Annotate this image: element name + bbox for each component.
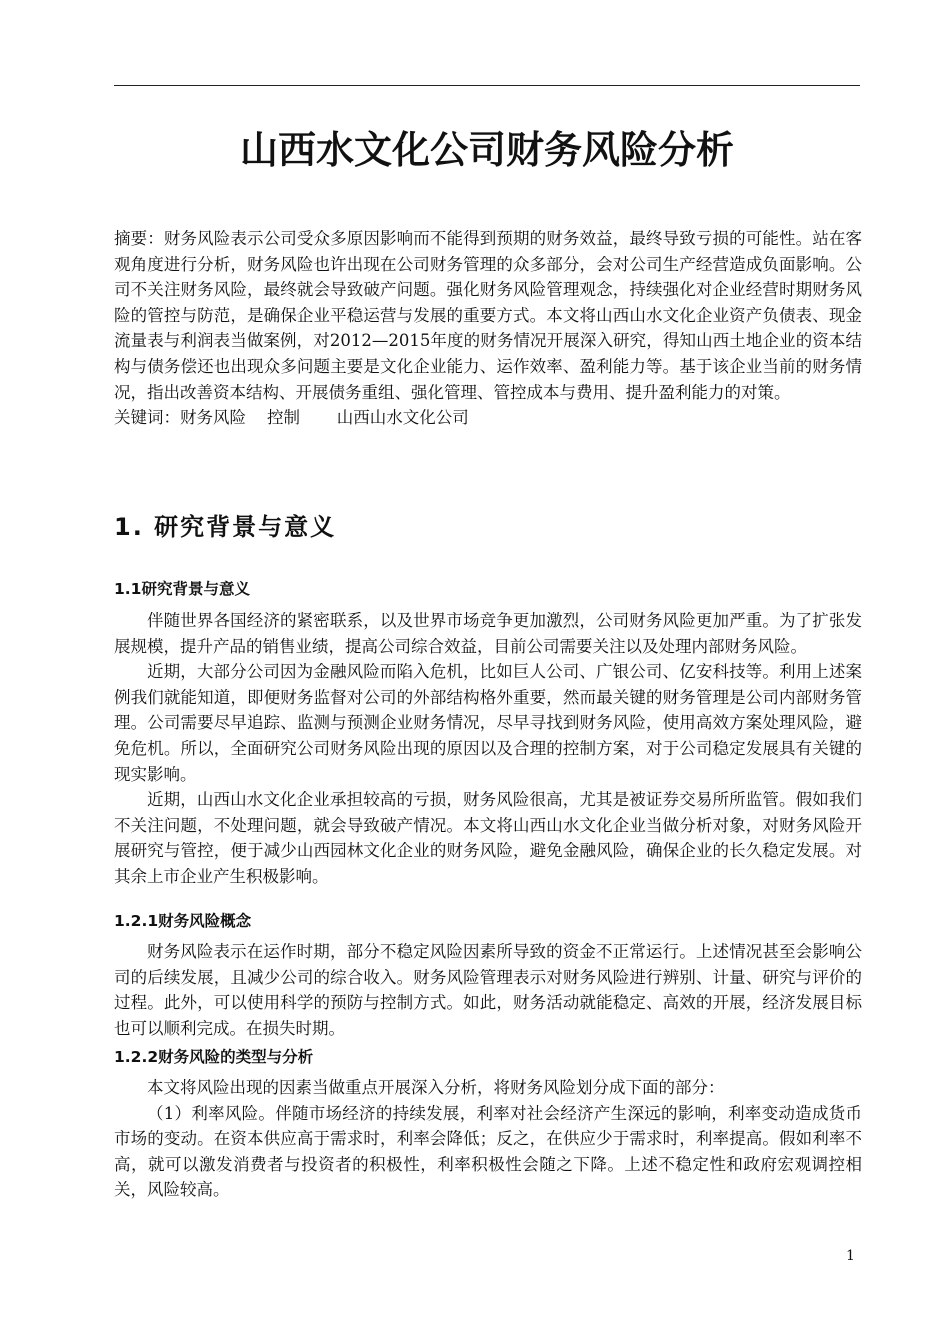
- section-body: [114, 1075, 862, 1203]
- abstract-block: [114, 226, 862, 431]
- paper-title: 山西水文化公司财务风险分析: [239, 128, 734, 172]
- paragraph: 近期，山西山水文化企业承担较高的亏损，财务风险很高，尤其是被证券交易所所监管。假如我们不关注问题，不处理问题，就会导致破产情况。本文将山西山水文化企业当做分析对象，对财务风险开展研究与管控，便于减少山西园林文化企业的财务风险，避免金融风险，确保企业的长久稳定发展。对其余上市企业产生积极影响。: [114, 790, 862, 886]
- paragraph: 伴随世界各国经济的紧密联系，以及世界市场竞争更加激烈，公司财务风险更加严重。为了扩张发展规模，提升产品的销售业绩，提高公司综合效益，目前公司需要关注以及处理内部财务风险。: [114, 611, 862, 656]
- paragraph: 近期，大部分公司因为金融风险而陷入危机，比如巨人公司、广银公司、亿安科技等。利用上述案例我们就能知道，即便财务监督对公司的外部结构格外重要，然而最关键的财务管理是公司内部财务管理。公司需要尽早追踪、监测与预测企业财务情况，尽早寻找到财务风险，使用高效方案处理风险，避免危机。所以，全面研究公司财务风险出现的原因以及合理的控制方案，对于公司稳定发展具有关键的现实影响。: [114, 662, 862, 784]
- subsection-heading: 1.2.2财务风险的类型与分析: [114, 1048, 314, 1066]
- keywords-row: [114, 405, 862, 431]
- abstract-text: 摘要：财务风险表示公司受众多原因影响而不能得到预期的财务效益，最终导致亏损的可能性。站在客观角度进行分析，财务风险也许出现在公司财务管理的众多部分，会对公司生产经营造成负面影响。公司不关注财务风险，最终就会导致破产问题。强化财务风险管理观念，持续强化对企业经营时期财务风险的管控与防范，是确保企业平稳运营与发展的重要方式。本文将山西山水文化企业资产负债表、现金流量表与利润表当做案例，对2012—2015年度的财务情况开展深入研究，得知山西土地企业的资本结构与债务偿还也出现众多问题主要是文化企业能力、运作效率、盈利能力等。基于该企业当前的财务情况，指出改善资本结构、开展债务重组、强化管理、管控成本与费用、提升盈利能力的对策。: [114, 229, 862, 402]
- section-body: [114, 608, 862, 890]
- keyword: 财务风险: [180, 408, 246, 428]
- paragraph: 财务风险表示在运作时期，部分不稳定风险因素所导致的资金不正常运行。上述情况甚至会影响公司的后续发展，且减少公司的综合收入。财务风险管理表示对财务风险进行辨别、计量、研究与评价的过程。此外，可以使用科学的预防与控制方式。如此，财务活动就能稳定、高效的开展，经济发展目标也可以顺利完成。在损失时期。: [114, 942, 862, 1038]
- keyword: 山西山水文化公司: [336, 408, 469, 428]
- subsection-heading: 1.2.1财务风险概念: [114, 912, 252, 930]
- section-body: [114, 939, 862, 1041]
- subsection-heading: 1.1研究背景与意义: [114, 580, 250, 598]
- keywords-label: 关键词：: [114, 408, 180, 428]
- section-heading: 1. 研究背景与意义: [114, 513, 337, 541]
- paragraph: 本文将风险出现的因素当做重点开展深入分析，将财务风险划分成下面的部分：: [147, 1078, 725, 1097]
- page-number: 1: [846, 1248, 855, 1264]
- header-rule: [114, 85, 860, 86]
- keyword: 控制: [266, 408, 300, 428]
- paragraph: （1）利率风险。伴随市场经济的持续发展，利率对社会经济产生深远的影响，利率变动造成货币市场的变动。在资本供应高于需求时，利率会降低；反之，在供应少于需求时，利率提高。假如利率不高，就可以激发消费者与投资者的积极性，利率积极性会随之下降。上述不稳定性和政府宏观调控相关，风险较高。: [114, 1103, 862, 1200]
